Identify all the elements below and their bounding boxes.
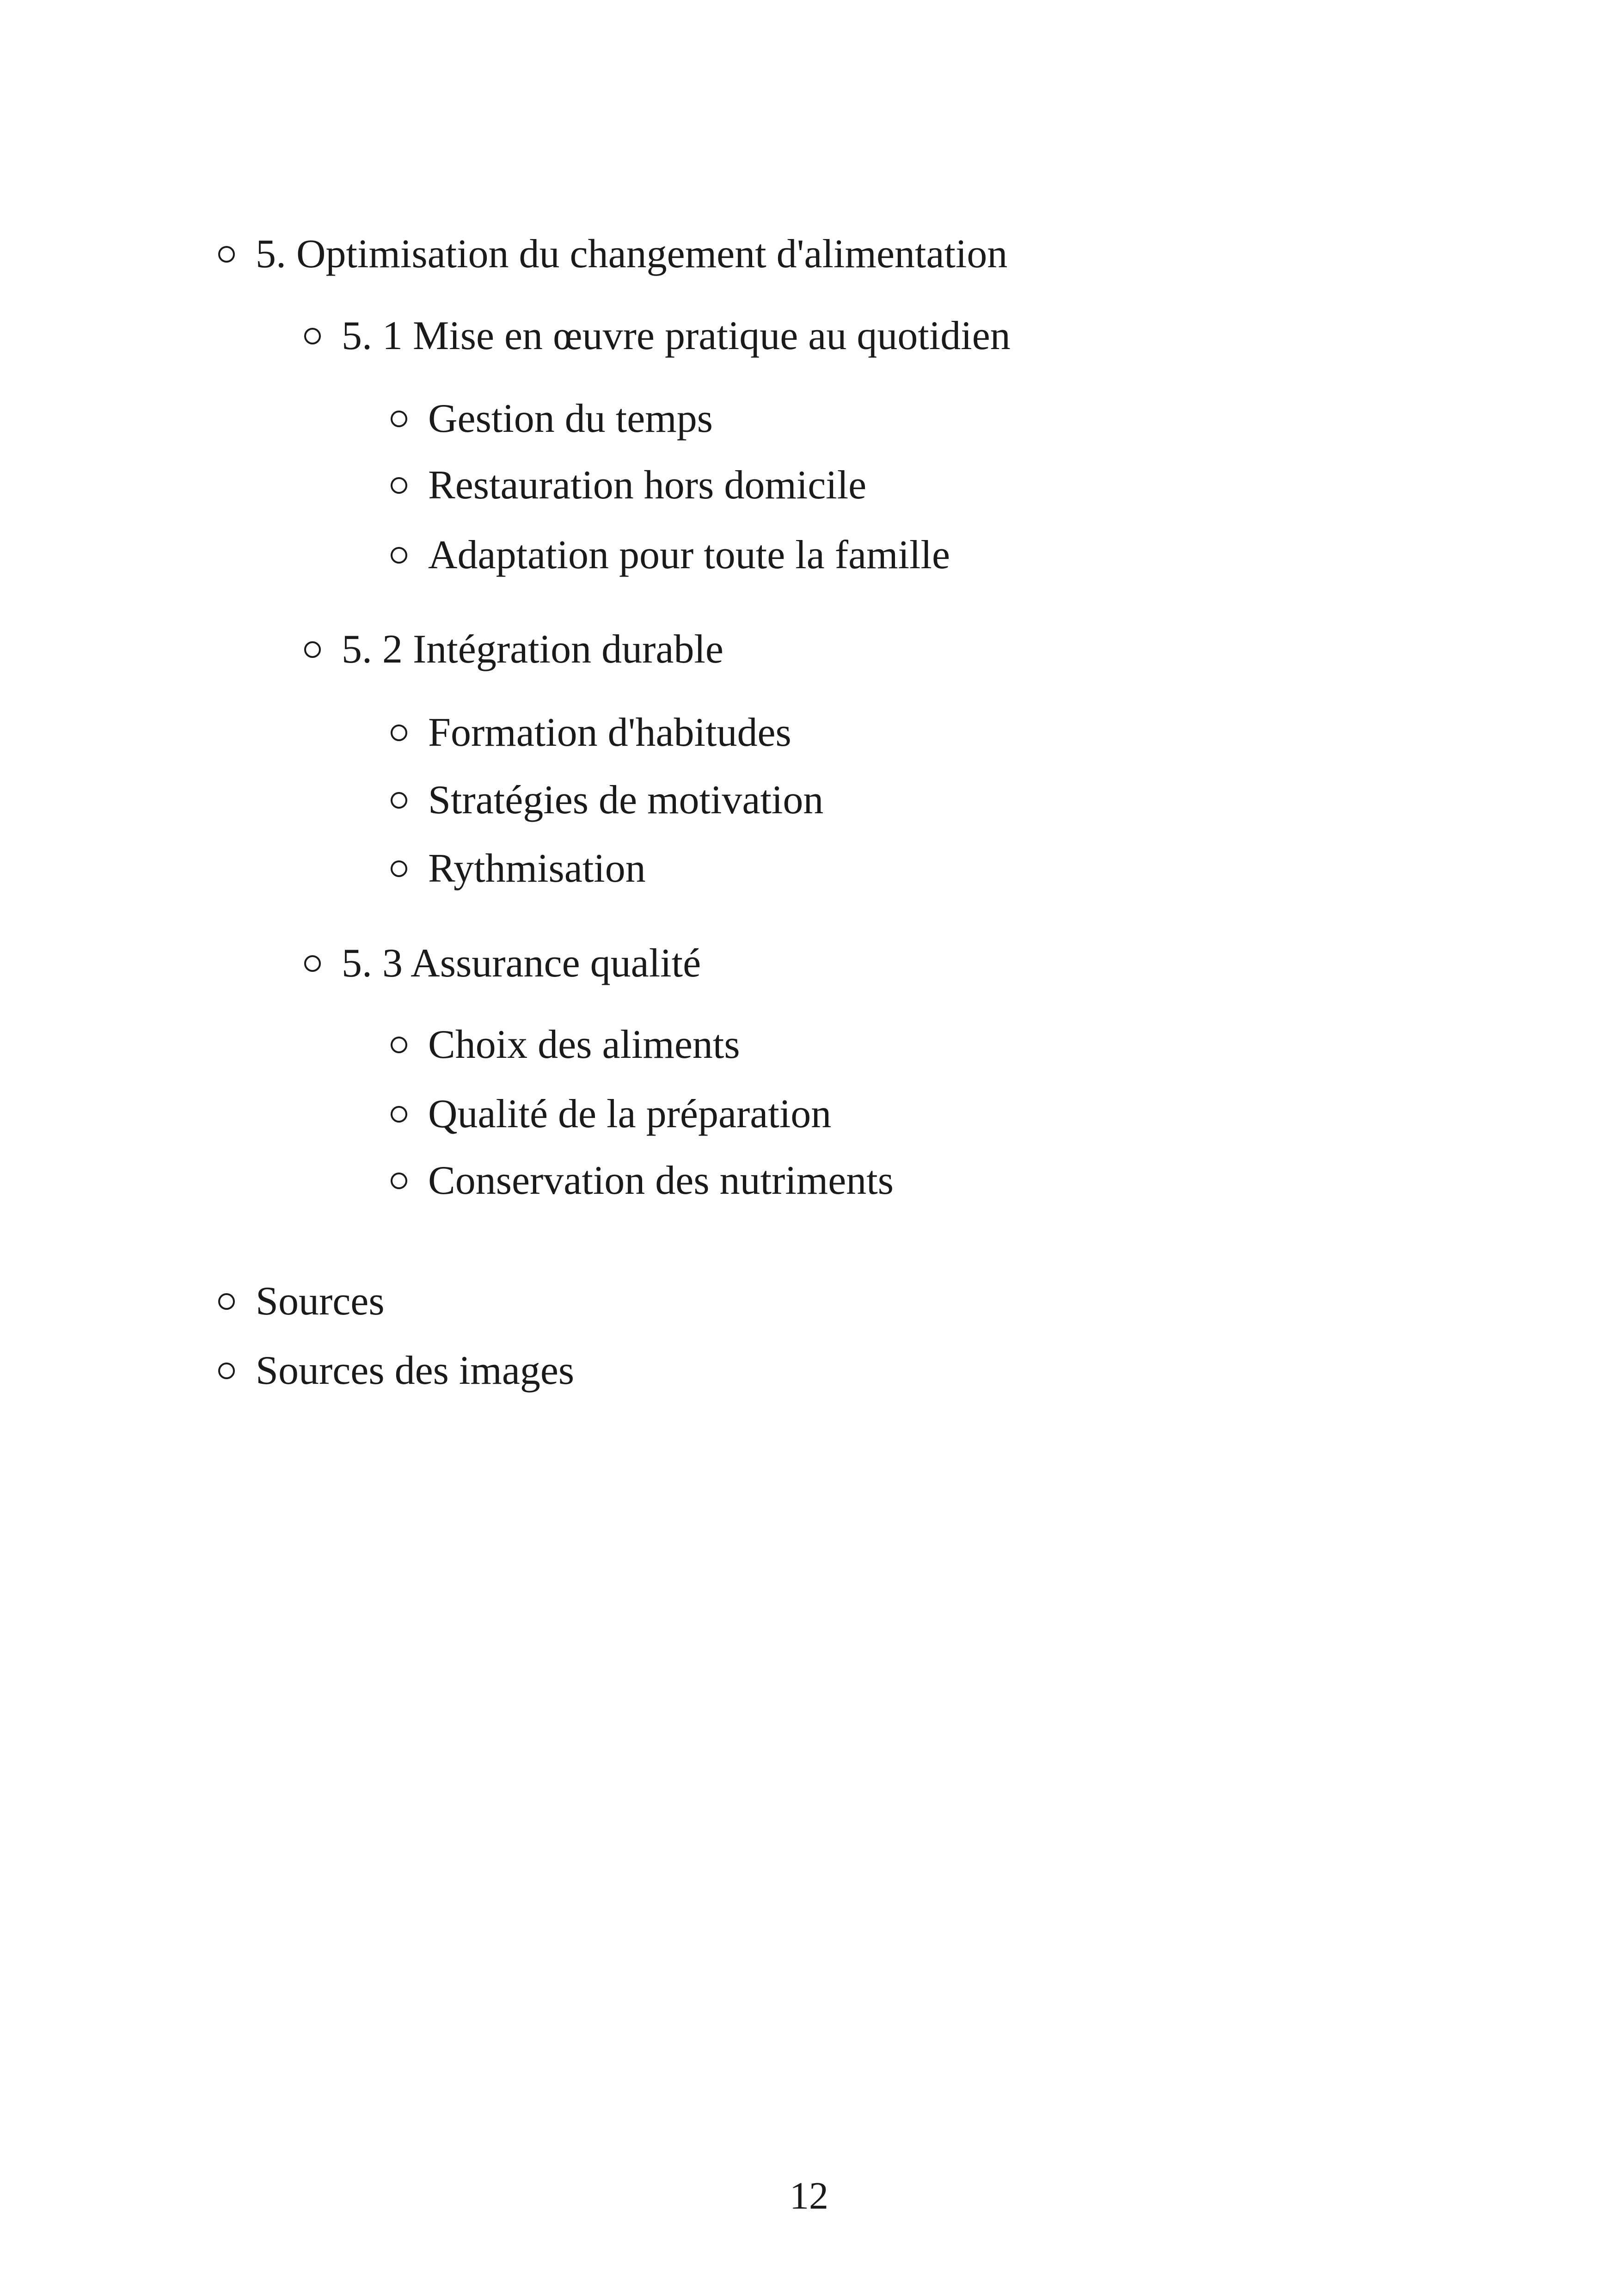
hollow-circle-bullet-icon <box>304 328 321 344</box>
hollow-circle-bullet-icon <box>391 477 407 494</box>
toc-item[interactable] <box>391 1022 740 1068</box>
toc-image-sources-label: Sources des images <box>256 1348 575 1393</box>
toc-subsection-5-1-label: 5. 1 Mise en œuvre pratique au quotidien <box>342 313 1011 358</box>
hollow-circle-bullet-icon <box>218 246 235 263</box>
hollow-circle-bullet-icon <box>304 955 321 972</box>
toc-subsection-5-1[interactable] <box>304 313 1011 359</box>
toc-item-label: Adaptation pour toute la famille <box>428 533 950 577</box>
hollow-circle-bullet-icon <box>218 1363 235 1379</box>
toc-item[interactable] <box>391 532 950 578</box>
toc-sources[interactable] <box>218 1278 385 1325</box>
toc-section-5[interactable] <box>218 231 1007 277</box>
hollow-circle-bullet-icon <box>391 792 407 809</box>
toc-item[interactable] <box>391 777 823 823</box>
hollow-circle-bullet-icon <box>304 641 321 658</box>
toc-item-label: Choix des aliments <box>428 1022 740 1067</box>
toc-subsection-5-3-label: 5. 3 Assurance qualité <box>342 941 701 986</box>
toc-subsection-5-2[interactable] <box>304 626 723 673</box>
toc-image-sources[interactable] <box>218 1348 574 1394</box>
toc-item-label: Formation d'habitudes <box>428 710 791 755</box>
hollow-circle-bullet-icon <box>391 547 407 564</box>
toc-item[interactable] <box>391 846 646 892</box>
toc-item-label: Stratégies de motivation <box>428 778 824 823</box>
hollow-circle-bullet-icon <box>391 1106 407 1123</box>
toc-item-label: Restauration hors domicile <box>428 463 867 508</box>
toc-item-label: Qualité de la préparation <box>428 1092 832 1136</box>
hollow-circle-bullet-icon <box>391 1037 407 1053</box>
toc-sources-label: Sources <box>256 1279 385 1324</box>
toc-subsection-5-3[interactable] <box>304 940 701 987</box>
toc-item[interactable] <box>391 462 866 509</box>
toc-item[interactable] <box>391 396 713 442</box>
hollow-circle-bullet-icon <box>391 724 407 741</box>
hollow-circle-bullet-icon <box>391 1173 407 1189</box>
toc-section-5-label: 5. Optimisation du changement d'alimentation <box>256 232 1008 276</box>
hollow-circle-bullet-icon <box>218 1293 235 1310</box>
toc-item-label: Gestion du temps <box>428 396 713 441</box>
page-number: 12 <box>790 2174 828 2217</box>
toc-item-label: Rythmisation <box>428 846 646 891</box>
toc-item-label: Conservation des nutriments <box>428 1158 894 1203</box>
hollow-circle-bullet-icon <box>391 860 407 877</box>
toc-item[interactable] <box>391 1158 894 1204</box>
toc-item[interactable] <box>391 710 791 756</box>
hollow-circle-bullet-icon <box>391 411 407 427</box>
toc-subsection-5-2-label: 5. 2 Intégration durable <box>342 627 723 672</box>
toc-item[interactable] <box>391 1091 831 1137</box>
